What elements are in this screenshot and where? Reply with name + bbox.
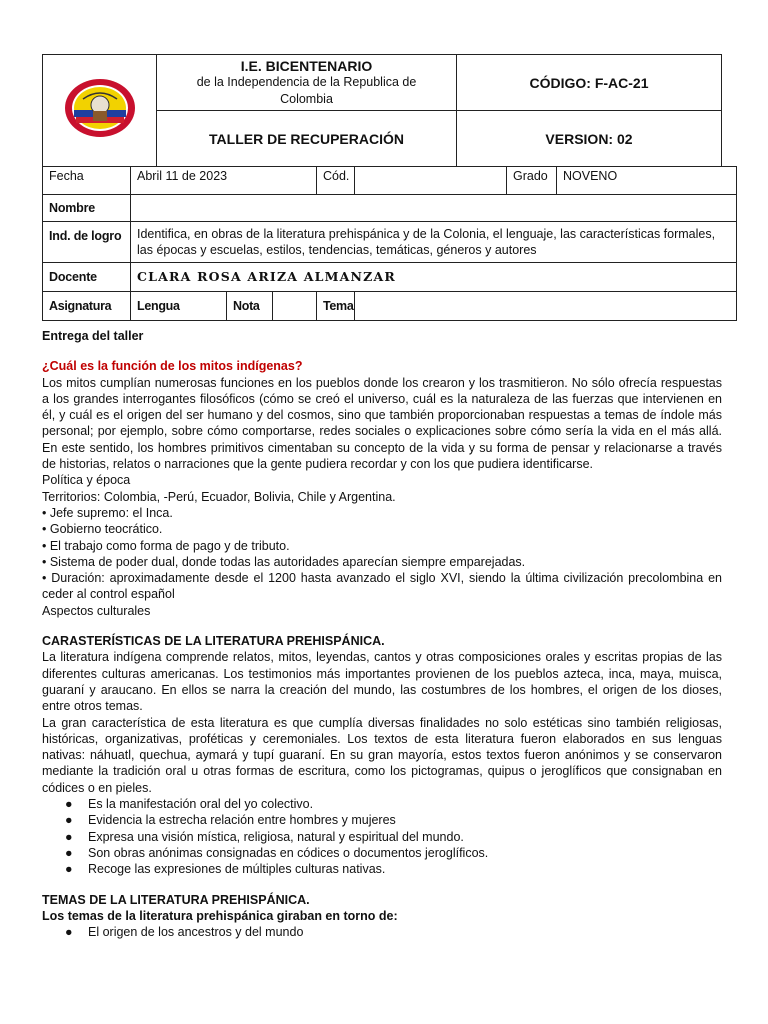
student-info-table	[42, 166, 737, 321]
tema-label: Tema	[317, 292, 355, 321]
list-item	[65, 796, 722, 812]
politica-heading: Política y época	[42, 473, 131, 488]
grado-value[interactable]: NOVENO	[557, 167, 737, 195]
list-item	[65, 861, 722, 877]
list-item-text: El origen de los ancestros y del mundo	[88, 925, 304, 940]
workshop-title: TALLER DE RECUPERACIÓN	[157, 111, 457, 167]
nota-label: Nota	[227, 292, 273, 321]
docente-value: CLARA ROSA ARIZA ALMANZAR	[131, 263, 737, 292]
bullet-icon: ●	[65, 813, 73, 828]
grado-label: Grado	[507, 167, 557, 195]
list-item: • Sistema de poder dual, donde todas las autoridades aparecían siempre emparejadas.	[42, 554, 526, 569]
bullet-icon: ●	[65, 862, 73, 877]
list-item: • Duración: aproximadamente desde el 1200 hasta avanzado el siglo XVI, siendo la última civilización precolombina en ceder al control español	[42, 571, 722, 602]
nombre-field[interactable]	[131, 195, 737, 222]
school-subtitle: de la Independencia de la Republica de Colombia	[196, 74, 417, 106]
paragraph-literatura: La literatura indígena comprende relatos, mitos, leyendas, cantos y otras composiciones orales y escritas propias de las diferentes culturas americanas. Los testimonios más importantes provienen de los pueblos azteca, inca, maya, muisca, guaraní y araucano. En ellos se narra la creación del mundo, las costumbres de los hombres, el origen de los dioses, entre otros temas.	[42, 650, 722, 714]
temas-list	[42, 924, 722, 940]
bullet-icon: ●	[65, 845, 73, 860]
bullet-icon: ●	[65, 797, 73, 812]
logo-cell	[43, 55, 157, 167]
temas-subheading: Los temas de la literatura prehispánica giraban en torno de:	[42, 908, 398, 923]
list-item	[65, 845, 722, 861]
docente-label: Docente	[43, 263, 131, 292]
entrega-heading: Entrega del taller	[42, 329, 144, 343]
list-item-text: Es la manifestación oral del yo colectivo.	[88, 797, 314, 812]
list-item-text: Evidencia la estrecha relación entre hombres y mujeres	[88, 813, 396, 828]
spacer	[42, 619, 722, 633]
school-name: I.E. BICENTENARIO	[240, 57, 373, 74]
logro-label: Ind. de logro	[43, 222, 131, 263]
list-item	[65, 924, 722, 940]
tema-value[interactable]	[355, 292, 737, 321]
fecha-label: Fecha	[43, 167, 131, 195]
list-item: • Gobierno teocrático.	[42, 522, 163, 537]
aspectos-heading: Aspectos culturales	[42, 603, 151, 618]
paragraph-caracteristica: La gran característica de esta literatura es que cumplía diversas finalidades no solo estéticas sino también religiosas, históricas, organizativas, proféticas y ceremoniales. Los textos de esta literatura fueron elaborados en sus lenguas nativas: náhuatl, quechua, aymará y tupí guaraní. En su gran mayoría, estos textos fueron anónimos y se conservaron mediante la tradición oral u otras formas de escritura, como los pictogramas, quipus o jeroglíficos que consignaban en códices o en pieles.	[42, 715, 722, 795]
list-item	[65, 829, 722, 845]
list-item-text: Expresa una visión mística, religiosa, natural y espiritual del mundo.	[88, 829, 464, 844]
cod-value[interactable]	[355, 167, 507, 195]
header-table	[42, 54, 722, 167]
asignatura-label: Asignatura	[43, 292, 131, 321]
territorios-text: Territorios: Colombia, -Perú, Ecuador, Bolivia, Chile y Argentina.	[42, 489, 396, 504]
bullet-icon: ●	[65, 925, 73, 940]
asignatura-value: Lengua	[131, 292, 227, 321]
cod-label: Cód.	[317, 167, 355, 195]
fecha-value[interactable]: Abril 11 de 2023	[131, 167, 317, 195]
list-item	[65, 812, 722, 828]
nota-value[interactable]	[273, 292, 317, 321]
section-heading-temas: TEMAS DE LA LITERATURA PREHISPÁNICA.	[42, 892, 310, 907]
list-item-text: Recoge las expresiones de múltiples culturas nativas.	[88, 862, 386, 877]
list-item: • El trabajo como forma de pago y de tributo.	[42, 538, 290, 553]
bullet-icon: ●	[65, 829, 73, 844]
list-item: • Jefe supremo: el Inca.	[42, 505, 173, 520]
spacer	[42, 344, 722, 358]
school-crest-icon	[63, 77, 137, 139]
version-label: VERSION: 02	[457, 111, 722, 167]
question-heading: ¿Cuál es la función de los mitos indígenas?	[42, 359, 303, 374]
spacer	[42, 878, 722, 892]
list-item-text: Son obras anónimas consignadas en códices o documentos jeroglíficos.	[88, 845, 489, 860]
characteristics-list	[42, 796, 722, 877]
section-heading-caracteristicas: CARASTERÍSTICAS DE LA LITERATURA PREHISPÁNICA.	[42, 634, 385, 649]
paragraph-mitos: Los mitos cumplían numerosas funciones en los pueblos donde los crearon y los trasmitieron. No sólo ofrecía respuestas a los grandes interrogantes filosóficos (cómo se creó el universo, cuál es la naturaleza de las fuerzas que intervienen en él, y cuál es el origen del ser humano y del cosmos, sino que también proporcionaban respuestas a temas de índole más personal; por ejemplo, sobre cómo comportarse, redes sociales o explicaciones sobre cómo sería la vida en el más allá. En este sentido, los hombres primitivos cimentaban su concepto de la vida y su forma de pensar y relacionarse a través de historias, relatos o narraciones que la gente pudiera recordar y con los que pudiera identificarse.	[42, 375, 722, 472]
nombre-label: Nombre	[43, 195, 131, 222]
code-cell: CÓDIGO: F-AC-21	[457, 55, 722, 111]
workshop-content	[42, 328, 722, 940]
school-name-cell	[157, 55, 457, 111]
logro-value: Identifica, en obras de la literatura prehispánica y de la Colonia, el lenguaje, las características formales, las épocas y escuelas, estilos, tendencias, temáticas, géneros y autores	[131, 222, 737, 263]
